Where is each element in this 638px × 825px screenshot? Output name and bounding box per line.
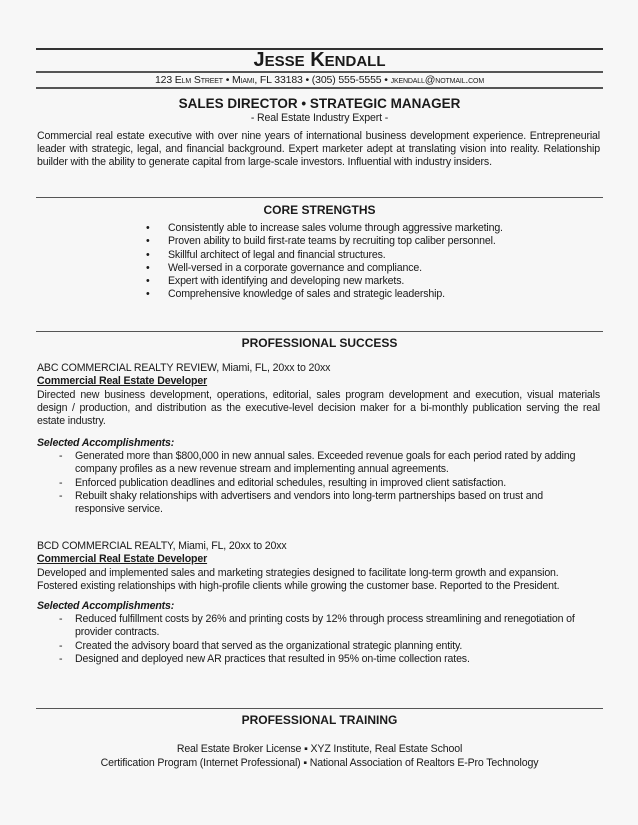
training-line — [36, 757, 603, 769]
name-rest: ENDALL — [324, 53, 386, 70]
bullet-icon: • — [146, 222, 150, 234]
bullet-icon: • — [146, 275, 150, 288]
item-text: Designed and deployed new AR practices that resulted in 95% on-time collection rates. — [75, 653, 470, 666]
position: Commercial Real Estate Developer — [37, 553, 208, 565]
list-item — [146, 222, 586, 235]
candidate-name — [36, 49, 603, 72]
name-rest: ESSE — [264, 53, 305, 70]
section-heading-professional-success: PROFESSIONAL SUCCESS — [241, 336, 398, 350]
item-text: Reduced fulfillment costs by 26% and printing costs by 12% through process streamlining and renegotiation of provider contracts. — [75, 613, 575, 638]
accomplishments-list — [37, 450, 577, 517]
accomplishments-label: Selected Accomplishments: — [37, 600, 175, 612]
name-rule — [36, 71, 603, 73]
bullet-icon: • — [146, 261, 150, 274]
separator: • — [384, 74, 388, 86]
item-text: Proven ability to build first-rate teams by recruiting top caliber personnel. — [168, 235, 496, 248]
item-text: Generated more than $800,000 in new annual sales. Exceeded revenue goals for each period rated by adding company profiles as a new revenue stream and implementing annual agreements. — [75, 450, 576, 475]
address: 123 Elm Street — [154, 74, 223, 86]
employer: ABC COMMERCIAL REALTY REVIEW, Miami, FL, 20xx to 20xx — [37, 362, 331, 374]
dash-icon: - — [59, 476, 63, 489]
job-description: Directed new business development, operations, editorial, sales program development and execution, visual materials design / production, and distribution as the executive-level decision maker for a bi-monthly publication serving the real estate industry. — [37, 389, 600, 427]
list-item — [37, 640, 582, 653]
item-text: Comprehensive knowledge of sales and strategic leadership. — [168, 288, 445, 301]
contact-rule — [36, 87, 603, 89]
core-strengths-list — [146, 222, 586, 302]
section-heading-core-strengths: CORE STRENGTHS — [263, 203, 376, 217]
list-item — [146, 262, 586, 275]
training-line — [36, 743, 603, 755]
item-text: Consistently able to increase sales volume through aggressive marketing. — [168, 222, 503, 234]
name-initial: K — [310, 49, 325, 71]
city: Miami, FL 33183 — [232, 74, 303, 86]
bullet-icon: • — [146, 235, 150, 248]
list-item — [37, 477, 577, 490]
dash-icon: - — [59, 450, 63, 462]
item-text: Created the advisory board that served as the organizational strategic planning entity. — [75, 639, 463, 652]
job-title-headline: SALES DIRECTOR • STRATEGIC MANAGER — [178, 96, 461, 111]
separator: • — [225, 74, 230, 86]
separator: • — [305, 74, 310, 86]
section-rule — [36, 331, 603, 332]
item-text: Well-versed in a corporate governance and compliance. — [168, 261, 422, 274]
position: Commercial Real Estate Developer — [37, 375, 208, 387]
list-item — [37, 653, 582, 666]
headline-subtitle: - Real Estate Industry Expert - — [250, 112, 389, 124]
training-institution: XYZ Institute, Real Estate School — [310, 743, 463, 755]
bullet-icon: • — [146, 248, 150, 261]
list-item — [146, 288, 586, 301]
list-item — [146, 275, 586, 288]
list-item — [37, 490, 577, 516]
email: jkendall@notmail.com — [390, 74, 485, 86]
list-item — [37, 450, 577, 476]
dash-icon: - — [59, 639, 63, 652]
contact-line — [36, 74, 603, 86]
summary: Commercial real estate executive with over nine years of international business development experience. Entrepreneurial leader with strategic, legal, and financial background. Expert marketer adept at translating vision into reality. Relationship builder with the ability to generate capital from large-scale investors. Influential with industry insiders. — [37, 130, 600, 168]
dash-icon: - — [59, 490, 63, 503]
training-item: Certification Program (Internet Professional) — [100, 757, 301, 769]
training-institution: National Association of Realtors E-Pro Technology — [309, 757, 539, 769]
separator: ▪ — [303, 757, 307, 769]
section-rule — [36, 197, 603, 198]
bullet-icon: • — [146, 288, 150, 301]
list-item — [146, 235, 586, 248]
list-item — [146, 249, 586, 262]
separator: ▪ — [304, 743, 308, 755]
name-initial: J — [253, 49, 265, 71]
accomplishments-label: Selected Accomplishments: — [37, 437, 175, 449]
item-text: Expert with identifying and developing new markets. — [168, 275, 405, 288]
accomplishments-list — [37, 613, 582, 667]
phone: (305) 555-5555 — [311, 74, 382, 86]
dash-icon: - — [59, 653, 63, 666]
item-text: Skillful architect of legal and financial structures. — [168, 248, 386, 261]
item-text: Enforced publication deadlines and editorial schedules, resulting in improved client satisfaction. — [75, 476, 507, 489]
job-description: Developed and implemented sales and marketing strategies designed to facilitate long-term growth and expansion. Fostered existing relationships with high-profile clients while growing the customer base. Reported to the President. — [37, 567, 560, 592]
dash-icon: - — [59, 613, 63, 625]
section-rule — [36, 708, 603, 709]
item-text: Rebuilt shaky relationships with advertisers and vendors into long-term partnerships based on trust and responsive service. — [75, 490, 543, 516]
training-item: Real Estate Broker License — [176, 743, 302, 755]
section-heading-professional-training: PROFESSIONAL TRAINING — [241, 713, 398, 727]
employer: BCD COMMERCIAL REALTY, Miami, FL, 20xx to 20xx — [37, 540, 287, 552]
list-item — [37, 613, 582, 639]
